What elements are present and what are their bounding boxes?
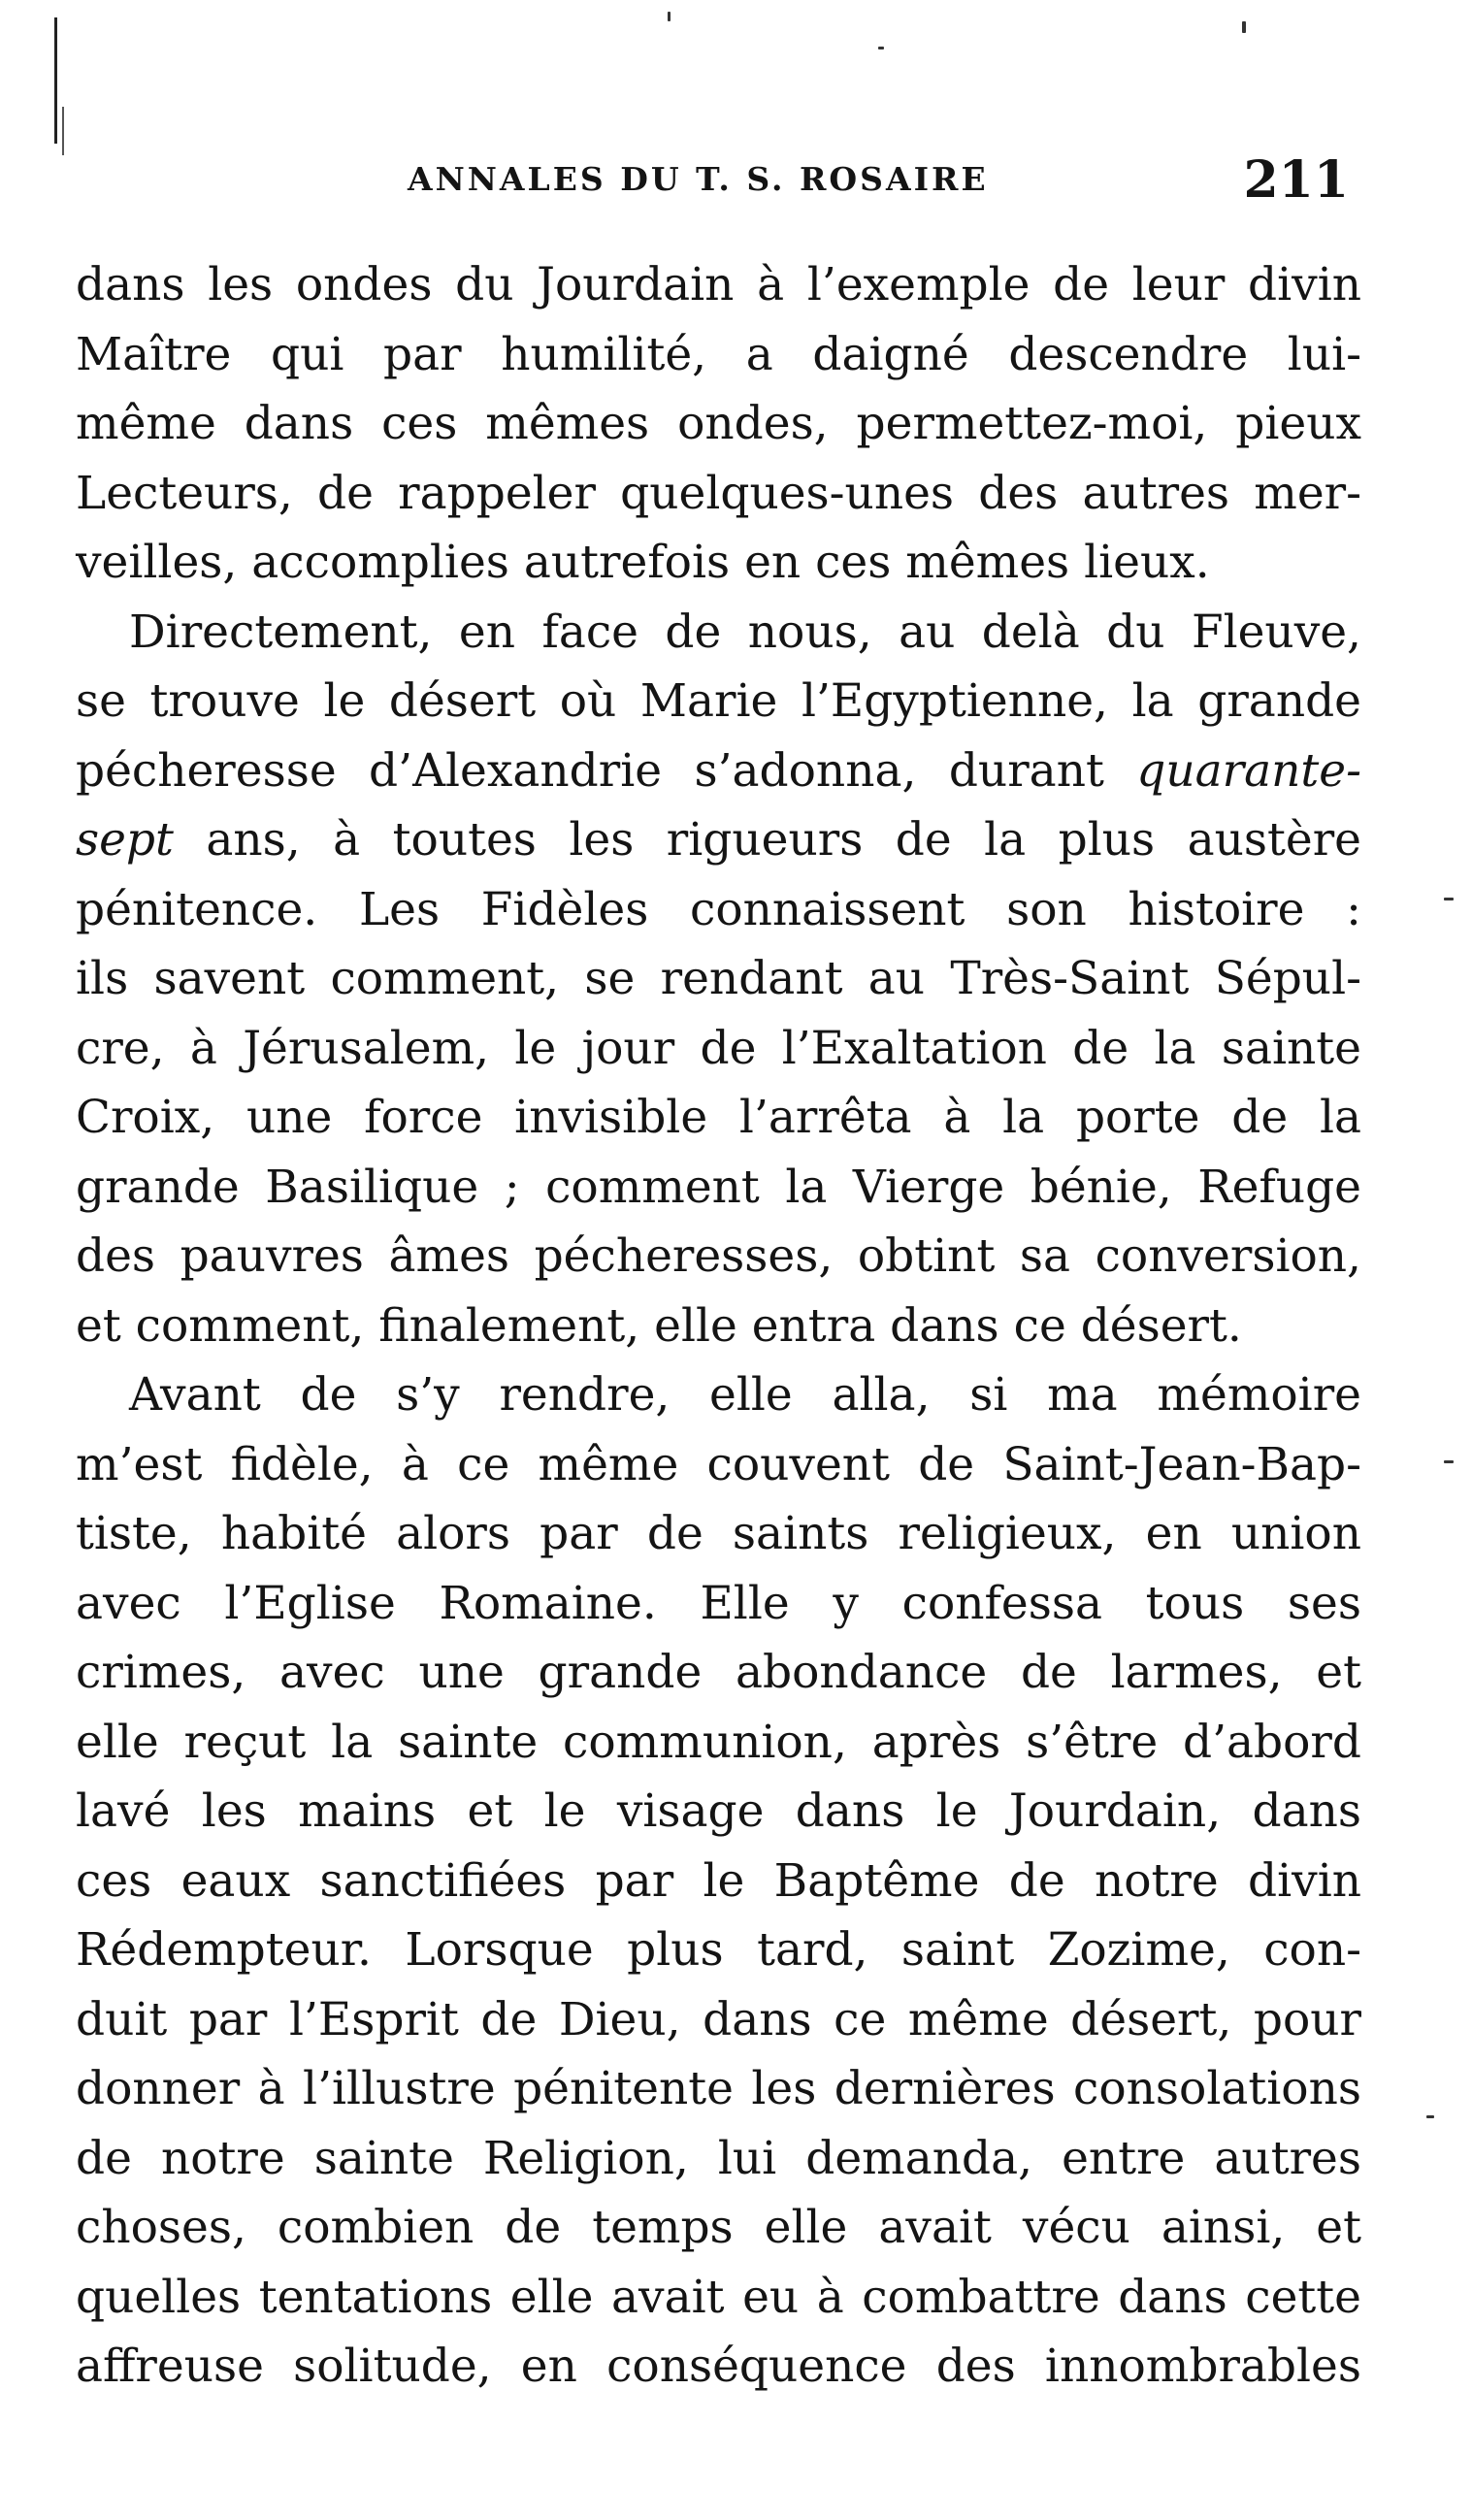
text-line: et comment, finalement, elle entra dans ce désert.	[76, 1298, 1242, 1353]
text-line: cre, à Jérusalem, le jour de l’Exaltation de la sainte	[76, 1021, 1361, 1075]
text-line: donner à l’illustre pénitente les dernières consolations	[76, 2062, 1361, 2115]
text-line: Croix, une force invisible l’arrêta à la porte de la	[76, 1091, 1361, 1144]
text-line-with-italic	[76, 805, 1361, 875]
text-line: grande Basilique ; comment la Vierge bénie, Refuge	[76, 1160, 1361, 1214]
body-text	[76, 250, 1361, 2402]
scan-speck	[668, 12, 671, 21]
text-line: Maître qui par humilité, a daigné descendre lui-	[76, 327, 1361, 381]
scan-speck	[1242, 21, 1246, 33]
text-line: m’est fidèle, à ce même couvent de Saint-Jean-Bap-	[76, 1437, 1361, 1491]
text-line: de notre sainte Religion, lui demanda, entre autres	[76, 2131, 1361, 2185]
text-line: Directement, en face de nous, au delà du Fleuve,	[129, 605, 1361, 659]
text-line: ces eaux sanctifiées par le Baptême de notre divin	[76, 1853, 1361, 1908]
text-line: tiste, habité alors par de saints religieux, en union	[76, 1507, 1361, 1560]
text-line: lavé les mains et le visage dans le Jourdain, dans	[76, 1784, 1361, 1838]
text-line: se trouve le désert où Marie l’Egyptienne, la grande	[76, 674, 1361, 728]
text-line-with-italic	[76, 736, 1361, 806]
text-line: pénitence. Les Fidèles connaissent son histoire :	[76, 882, 1361, 936]
text-line: des pauvres âmes pécheresses, obtint sa conversion,	[76, 1229, 1361, 1283]
running-head	[78, 150, 1368, 209]
scan-margin-rule-lower	[62, 107, 64, 155]
scan-speck	[1444, 898, 1454, 900]
text-line: affreuse solitude, en conséquence des innombrables	[76, 2340, 1361, 2393]
text-line: elle reçut la sainte communion, après s’être d’abord	[76, 1715, 1361, 1769]
text-segment: pécheresse d’Alexandrie s’adonna, durant	[76, 743, 1104, 798]
text-line: quelles tentations elle avait eu à combattre dans cette	[76, 2270, 1361, 2324]
text-line: Avant de s’y rendre, elle alla, si ma mémoire	[129, 1368, 1361, 1422]
running-title: ANNALES DU T. S. ROSAIRE	[408, 160, 989, 198]
page-number: 211	[1243, 150, 1349, 210]
scan-speck	[1426, 2115, 1434, 2118]
italic-word: sept	[76, 813, 174, 867]
italic-word: quarante-	[1136, 743, 1361, 798]
text-line: crimes, avec une grande abondance de larmes, et	[76, 1646, 1361, 1699]
text-line: duit par l’Esprit de Dieu, dans ce même désert, pour	[76, 1992, 1361, 2046]
text-line: choses, combien de temps elle avait vécu ainsi, et	[76, 2201, 1361, 2254]
text-line: avec l’Eglise Romaine. Elle y confessa tous ses	[76, 1576, 1361, 1630]
text-line: dans les ondes du Jourdain à l’exemple de leur divin	[76, 258, 1361, 311]
scan-margin-rule	[54, 17, 57, 144]
text-line: même dans ces mêmes ondes, permettez-moi, pieux	[76, 397, 1361, 450]
text-line: veilles, accomplies autrefois en ces mêmes lieux.	[76, 536, 1210, 589]
text-segment: ans, à toutes les rigueurs de la plus austère	[173, 813, 1361, 867]
scan-speck	[1444, 1460, 1454, 1463]
text-line: Rédempteur. Lorsque plus tard, saint Zozime, con-	[76, 1923, 1361, 1977]
text-line: Lecteurs, de rappeler quelques-unes des autres mer-	[76, 466, 1361, 520]
scan-speck	[878, 47, 884, 49]
text-line: ils savent comment, se rendant au Très-Saint Sépul-	[76, 952, 1361, 1005]
